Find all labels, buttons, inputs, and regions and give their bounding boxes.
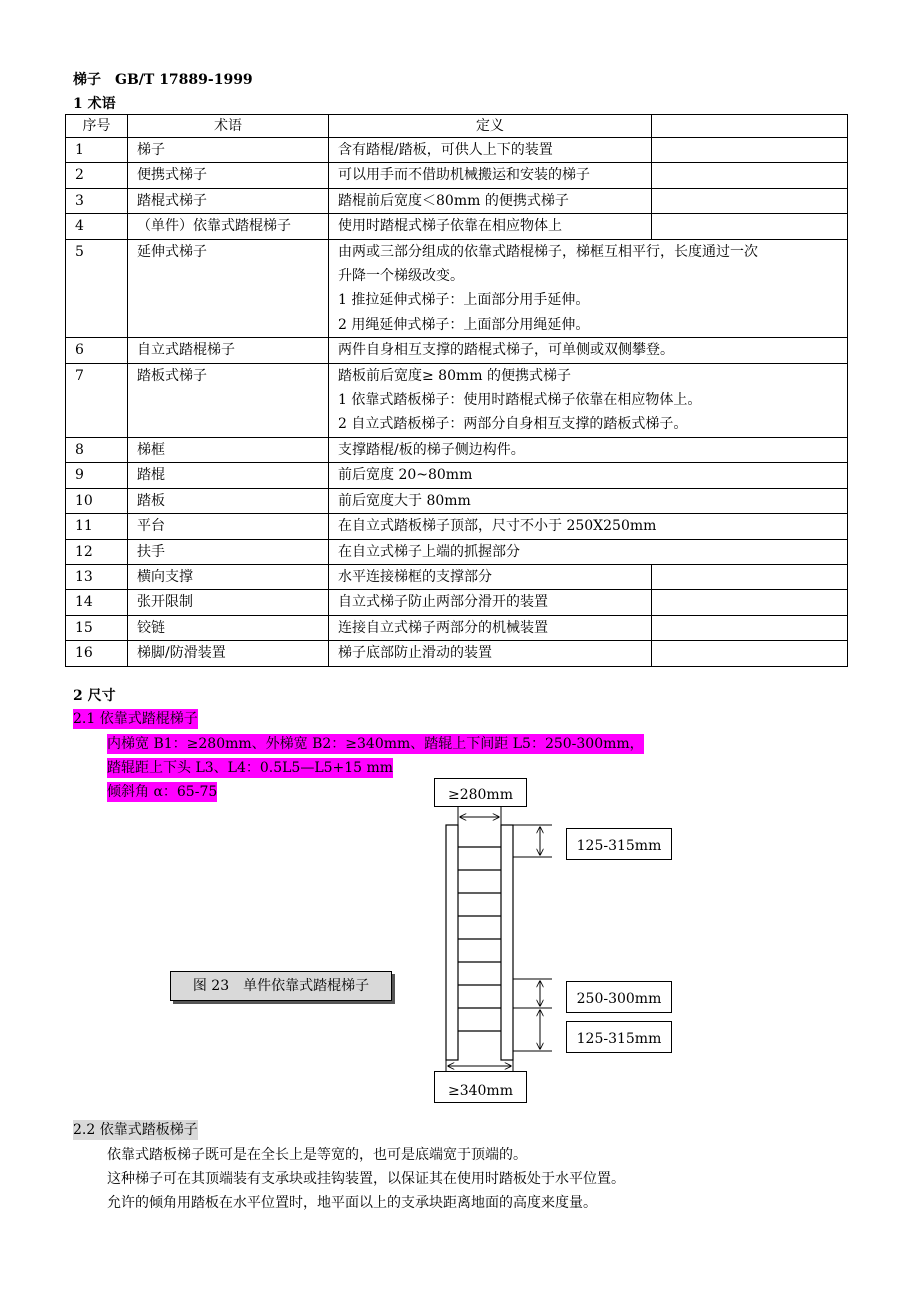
left-rail [446, 825, 458, 1060]
row-term: （单件）依靠式踏棍梯子 [128, 214, 329, 239]
row-number: 16 [66, 641, 128, 666]
row-extra [652, 214, 848, 239]
definition-line: 2 自立式踏板梯子：两部分自身相互支撑的踏板式梯子。 [338, 416, 688, 433]
spec-line-2: 踏辊距上下头 L3、L4：0.5L5—L5+15 mm [107, 760, 394, 776]
row-definition [329, 163, 652, 188]
row-extra [652, 641, 848, 666]
spec-line-1: 内梯宽 B1：≥280mm、外梯宽 B2：≥340mm、踏辊上下间距 L5：250-300mm， [107, 736, 644, 752]
definition-line: 在自立式踏板梯子顶部，尺寸不小于 250X250mm [338, 518, 657, 535]
header-no: 序号 [66, 115, 128, 138]
row-extra [652, 615, 848, 640]
row-number: 1 [66, 138, 128, 163]
definition-line: 升降一个梯级改变。 [338, 268, 464, 285]
definition-line: 使用时踏棍式梯子依靠在相应物体上 [338, 218, 562, 235]
row-definition [329, 138, 652, 163]
row-number: 5 [66, 239, 128, 338]
bottom-width-label: ≥340mm [434, 1071, 527, 1103]
definition-line: 可以用手而不借助机械搬运和安装的梯子 [338, 167, 590, 184]
row-extra [652, 138, 848, 163]
paragraph-1: 依靠式踏板梯子既可是在全长上是等宽的，也可是底端宽于顶端的。 [107, 1147, 527, 1163]
row-term: 踏板 [128, 488, 329, 513]
row-term: 便携式梯子 [128, 163, 329, 188]
rungs [458, 847, 501, 1031]
definition-line: 2 用绳延伸式梯子：上面部分用绳延伸。 [338, 316, 590, 333]
definition-line: 自立式梯子防止两部分滑开的装置 [338, 594, 548, 611]
row-term: 张开限制 [128, 590, 329, 615]
definition-line: 1 推拉延伸式梯子：上面部分用手延伸。 [338, 292, 590, 309]
header-definition: 定义 [329, 115, 652, 138]
section-2-2-heading: 2.2 依靠式踏板梯子 [73, 1122, 198, 1138]
table-row [66, 514, 848, 539]
row-term: 延伸式梯子 [128, 239, 329, 338]
row-term: 梯子 [128, 138, 329, 163]
row-definition [329, 363, 848, 437]
row-term: 自立式踏棍梯子 [128, 338, 329, 363]
top-width-label: ≥280mm [434, 778, 527, 807]
row-definition [329, 564, 652, 589]
definition-line: 在自立式梯子上端的抓握部分 [338, 543, 520, 560]
definition-line: 含有踏棍/踏板，可供人上下的装置 [338, 142, 553, 158]
row-number: 4 [66, 214, 128, 239]
row-definition [329, 539, 848, 564]
row-term: 梯框 [128, 437, 329, 462]
row-extra [652, 163, 848, 188]
table-row [66, 615, 848, 640]
row-definition [329, 615, 652, 640]
row-definition [329, 514, 848, 539]
row-definition [329, 338, 848, 363]
section-2-heading: 2 尺寸 [73, 688, 116, 704]
row-definition [329, 188, 652, 213]
table-row [66, 338, 848, 363]
row-definition [329, 214, 652, 239]
row-definition [329, 590, 652, 615]
row-number: 6 [66, 338, 128, 363]
definition-line: 1 依靠式踏板梯子：使用时踏棍式梯子依靠在相应物体上。 [338, 392, 702, 409]
paragraph-3: 允许的倾角用踏板在水平位置时，地平面以上的支承块距离地面的高度来度量。 [107, 1195, 597, 1211]
table-row [66, 239, 848, 338]
table-row [66, 214, 848, 239]
table-row [66, 539, 848, 564]
section-2-1-heading: 2.1 依靠式踏棍梯子 [73, 711, 198, 727]
row-term: 踏棍式梯子 [128, 188, 329, 213]
row-extra [652, 564, 848, 589]
row-number: 7 [66, 363, 128, 437]
table-row [66, 188, 848, 213]
row-term: 踏板式梯子 [128, 363, 329, 437]
doc-title: 梯子 GB/T 17889-1999 [73, 72, 253, 88]
spec-line-3: 倾斜角 α：65-75 [107, 784, 218, 800]
header-term: 术语 [128, 115, 329, 138]
definition-line: 前后宽度 20~80mm [338, 467, 473, 484]
right-rail [501, 825, 513, 1060]
row-term: 扶手 [128, 539, 329, 564]
section-1-heading: 1 术语 [73, 96, 116, 112]
row-term: 平台 [128, 514, 329, 539]
row-definition [329, 488, 848, 513]
row-definition [329, 641, 652, 666]
top-gap-label: 125-315mm [566, 828, 672, 860]
rung-spacing-label: 250-300mm [566, 981, 672, 1013]
table-row [66, 564, 848, 589]
table-row [66, 163, 848, 188]
row-definition [329, 463, 848, 488]
table-row [66, 437, 848, 462]
table-row [66, 488, 848, 513]
table-header-row [66, 115, 848, 138]
bottom-gap-label: 125-315mm [566, 1021, 672, 1053]
row-term: 踏棍 [128, 463, 329, 488]
header-extra [652, 115, 848, 138]
row-number: 14 [66, 590, 128, 615]
definition-line: 踏棍前后宽度＜80mm 的便携式梯子 [338, 192, 569, 209]
row-term: 梯脚/防滑装置 [128, 641, 329, 666]
table-row [66, 363, 848, 437]
definition-line: 水平连接梯框的支撑部分 [338, 568, 492, 585]
row-number: 3 [66, 188, 128, 213]
definition-line: 由两或三部分组成的依靠式踏棍梯子，梯框互相平行，长度通过一次 [338, 243, 758, 260]
definition-line: 踏板前后宽度≥ 80mm 的便携式梯子 [338, 367, 571, 384]
table-row [66, 641, 848, 666]
definition-line: 支撑踏棍/板的梯子侧边构件。 [338, 441, 525, 458]
definition-line: 前后宽度大于 80mm [338, 492, 471, 509]
paragraph-2: 这种梯子可在其顶端装有支承块或挂钩装置，以保证其在使用时踏板处于水平位置。 [107, 1171, 625, 1187]
row-extra [652, 590, 848, 615]
definition-line: 连接自立式梯子两部分的机械装置 [338, 619, 548, 636]
terms-table [65, 114, 848, 667]
definition-line: 梯子底部防止滑动的装置 [338, 645, 492, 662]
figure-caption: 图 23 单件依靠式踏棍梯子 [170, 971, 392, 1001]
row-number: 9 [66, 463, 128, 488]
definition-line: 两件自身相互支撑的踏棍式梯子，可单侧或双侧攀登。 [338, 342, 674, 359]
row-definition [329, 437, 848, 462]
row-number: 11 [66, 514, 128, 539]
table-row [66, 463, 848, 488]
row-extra [652, 188, 848, 213]
row-number: 12 [66, 539, 128, 564]
row-number: 15 [66, 615, 128, 640]
row-number: 2 [66, 163, 128, 188]
row-term: 横向支撑 [128, 564, 329, 589]
row-number: 13 [66, 564, 128, 589]
row-term: 铰链 [128, 615, 329, 640]
table-row [66, 590, 848, 615]
row-number: 8 [66, 437, 128, 462]
row-number: 10 [66, 488, 128, 513]
row-definition [329, 239, 848, 338]
table-row [66, 138, 848, 163]
